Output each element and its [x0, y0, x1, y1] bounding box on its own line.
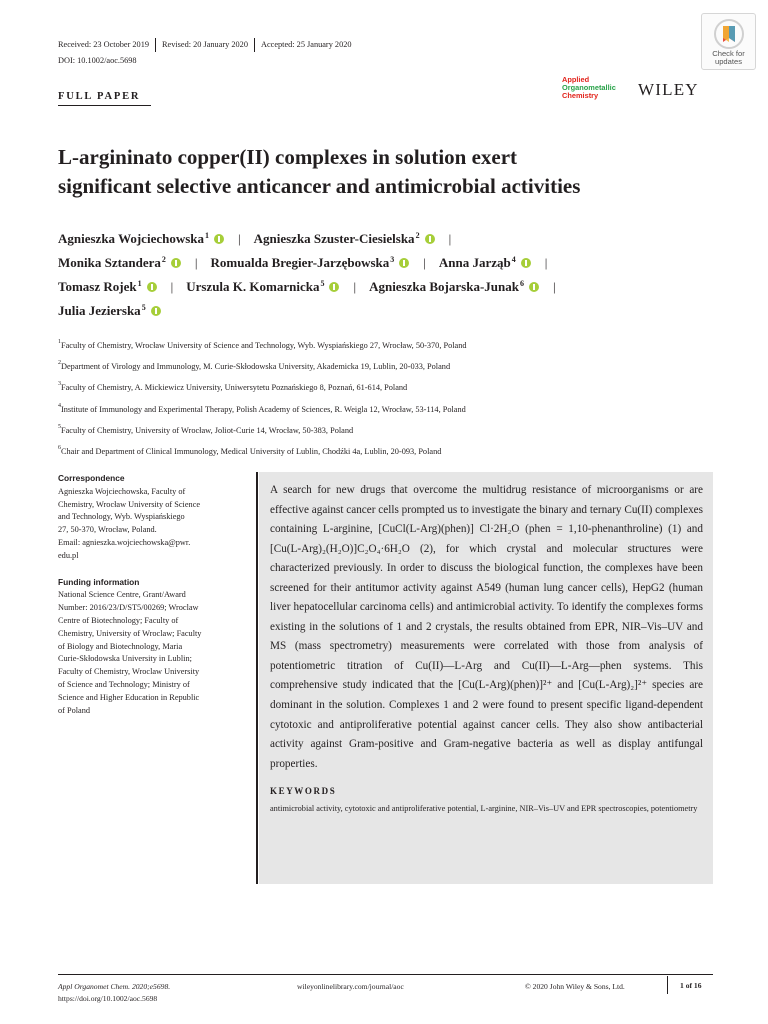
author-line — [58, 299, 708, 323]
funding-line: Curie-Skłodowska University in Lublin; — [58, 654, 192, 664]
correspondence-email[interactable]: Email: agnieszka.wojciechowska@pwr. — [58, 537, 191, 547]
author-affiliation-number: 2 — [161, 254, 166, 264]
affiliation-number: 4 — [58, 402, 61, 409]
received-date: Received: 23 October 2019 — [58, 40, 150, 49]
affiliation — [58, 419, 708, 440]
affiliation-text: Institute of Immunology and Experimental Therapy, Polish Academy of Sciences, R. Weigla 12, Wrocław, 53-114, Poland — [61, 404, 466, 414]
article-title — [58, 143, 718, 201]
keywords-text: antimicrobial activity, cytotoxic and antiproliferative potential, L-arginine, NIR–Vis–UV and EPR spectroscopies, potentiometry — [270, 804, 698, 814]
affiliation — [58, 334, 708, 355]
keywords-heading: KEYWORDS — [270, 786, 337, 797]
author-affiliation-number: 3 — [390, 254, 395, 264]
journal-logo-line-3: Chemistry — [562, 91, 599, 100]
author-affiliation-number: 2 — [415, 230, 420, 240]
affiliation-number: 6 — [58, 444, 61, 451]
author-separator: | — [552, 279, 556, 294]
badge-line-2: updates — [714, 57, 743, 66]
orcid-icon[interactable] — [329, 282, 339, 292]
affiliation-number: 3 — [58, 381, 61, 388]
funding-heading: Funding information — [58, 576, 140, 587]
article-type-label: FULL PAPER — [58, 91, 141, 102]
affiliation-text: Faculty of Chemistry, A. Mickiewicz University, Uniwersytetu Poznańskiego 8, Poznań, 61-614, Poland — [61, 383, 408, 393]
funding-line: Science and Higher Education in Republic — [58, 692, 200, 702]
journal-logo — [562, 76, 616, 100]
author-name: Romualda Bregier-Jarzębowska — [210, 255, 390, 270]
author-separator: | — [353, 279, 357, 294]
author-affiliation-number: 1 — [137, 278, 142, 288]
orcid-icon[interactable] — [151, 306, 161, 316]
correspondence-line: Agnieszka Wojciechowska, Faculty of — [58, 486, 186, 496]
affiliation-number: 5 — [58, 423, 61, 430]
correspondence-line: and Technology, Wyb. Wyspiańskiego — [58, 512, 185, 522]
page-number: 1 of 16 — [667, 976, 702, 994]
author-list — [58, 227, 708, 323]
article-sidebar — [58, 472, 248, 717]
revised-date: Revised: 20 January 2020 — [155, 38, 254, 52]
affiliation — [58, 398, 708, 419]
author-affiliation-number: 4 — [511, 254, 516, 264]
affiliation-text: Department of Virology and Immunology, M. Curie-Skłodowska University, Akademicka 19, Lublin, 20-033, Poland — [61, 361, 451, 371]
author-name: Agnieszka Wojciechowska — [58, 231, 205, 246]
author-name: Anna Jarząb — [438, 255, 511, 270]
affiliation — [58, 376, 708, 397]
author-separator: | — [194, 255, 198, 270]
article-type-rule — [58, 105, 151, 106]
journal-logo-line-2: Organometallic — [562, 83, 616, 92]
correspondence-email[interactable]: edu.pl — [58, 550, 79, 560]
author[interactable] — [58, 279, 157, 295]
orcid-icon[interactable] — [399, 258, 409, 268]
author[interactable] — [211, 255, 410, 271]
author-separator: | — [423, 255, 426, 270]
journal-url-link[interactable]: wileyonlinelibrary.com/journal/aoc — [297, 982, 404, 991]
copyright-notice: © 2020 John Wiley & Sons, Ltd. — [525, 982, 625, 991]
footer-citation — [58, 981, 170, 1005]
author-affiliation-number: 5 — [320, 278, 325, 288]
correspondence-line: 27, 50-370, Wrocław, Poland. — [58, 525, 157, 535]
author-name: Monika Sztandera — [58, 255, 161, 270]
affiliation-text: Faculty of Chemistry, University of Wrocław, Joliot-Curie 14, Wrocław, 50-383, Poland — [61, 425, 354, 435]
author-affiliation-number: 5 — [141, 302, 146, 312]
orcid-icon[interactable] — [147, 282, 157, 292]
crossmark-icon — [714, 19, 744, 49]
funding-line: Chemistry, University of Wroclaw; Faculty — [58, 628, 202, 638]
affiliation-list — [58, 334, 708, 461]
author[interactable] — [58, 303, 161, 319]
publisher-logo: WILEY — [638, 80, 699, 99]
funding-line: National Science Centre, Grant/Award — [58, 590, 186, 600]
article-dates — [58, 38, 358, 52]
affiliation — [58, 440, 708, 461]
author[interactable] — [58, 255, 181, 271]
funding-line: of Biology and Biotechnology, Maria — [58, 641, 183, 651]
orcid-icon[interactable] — [214, 234, 224, 244]
abstract-text: A search for new drugs that overcome the multidrug resistance of microorganisms or are effective against cancer cells prompted us to investigate the binary and ternary Cu(II) complexes containing L-arginine, [CuCl(L-Arg)(phen)] Cl·2H₂O (phen = 1,10-phenanthroline) (1) and [Cu(L-Arg)₂(H₂O)]C₂O₄·6H₂O (2), for which crystal and molecular structures were characterized previously. In order to discuss the biological function, the complexes have been screened for their antitumor activity against A549 (human lung cancer cells), HepG2 (human liver hepatocellular carcinoma cells) and antimicrobial activity. To identify the complexes forms existing in the solutions of 1 and 2 crystals, the results obtained from EPR, NIR–Vis–UV and MS (mass spectrometry) measurements were correlated with those from analysis of potentiometric titration of Cu(II)—L-Arg and Cu(II)—L-Arg—phen systems. This comprehensive study indicated that the [Cu(L-Arg)(phen)]²⁺ and [Cu(L-Arg)₂]²⁺ species are dominant in the solution. Complexes 1 and 2 were found to present specific ligand-dependent cytotoxic and antiproliferative potential against cancer cells. They also show antibacterial activity against Gram-positive and Gram-negative bacteria as well as display antifungal properties. — [270, 484, 703, 770]
footer-rule — [58, 974, 713, 975]
badge-line-1: Check for — [712, 49, 745, 58]
abstract-panel — [259, 472, 713, 884]
accepted-date: Accepted: 25 January 2020 — [254, 38, 358, 52]
journal-citation: Appl Organomet Chem. 2020;e5698. — [58, 982, 171, 991]
author-name: Agnieszka Bojarska-Junak — [369, 279, 519, 294]
abstract-rule — [256, 472, 258, 884]
check-for-updates-badge[interactable] — [701, 13, 756, 70]
author-line — [58, 251, 708, 275]
correspondence-block — [58, 472, 248, 563]
author-name: Agnieszka Szuster-Ciesielska — [253, 231, 415, 246]
author-separator: | — [238, 231, 241, 246]
affiliation-text: Chair and Department of Clinical Immunology, Medical University of Lublin, Chodźki 4a, Lublin, 20-093, Poland — [61, 446, 442, 456]
funding-block — [58, 576, 248, 718]
affiliation-number: 2 — [58, 360, 61, 367]
author-separator: | — [544, 255, 548, 270]
author-affiliation-number: 6 — [519, 278, 524, 288]
funding-line: of Poland — [58, 705, 91, 715]
affiliation-text: Faculty of Chemistry, Wrocław University of Science and Technology, Wyb. Wyspiańskiego 27, Wrocław, 50-370, Poland — [61, 340, 467, 350]
title-line-1: L-argininato copper(II) complexes in solution exert — [58, 145, 518, 169]
author-separator: | — [448, 231, 452, 246]
doi-link[interactable]: https://doi.org/10.1002/aoc.5698 — [58, 994, 158, 1003]
orcid-icon[interactable] — [425, 234, 435, 244]
journal-logo-line-1: Applied — [562, 75, 590, 84]
funding-line: Number: 2016/23/D/ST5/00269; Wroclaw — [58, 603, 199, 613]
orcid-icon[interactable] — [529, 282, 539, 292]
correspondence-line: Chemistry, Wrocław University of Science — [58, 499, 201, 509]
author[interactable] — [58, 231, 224, 247]
author[interactable] — [369, 279, 539, 295]
correspondence-heading: Correspondence — [58, 473, 125, 483]
author[interactable] — [439, 255, 531, 271]
author-affiliation-number: 1 — [205, 230, 210, 240]
author-name: Tomasz Rojek — [58, 279, 137, 294]
author-line — [58, 275, 708, 299]
author-name: Urszula K. Komarnicka — [186, 279, 320, 294]
author-line — [58, 227, 708, 251]
funding-line: Faculty of Chemistry, Wroclaw University — [58, 667, 200, 677]
author[interactable] — [186, 279, 339, 295]
author[interactable] — [254, 231, 435, 247]
funding-line: of Science and Technology; Ministry of — [58, 679, 190, 689]
orcid-icon[interactable] — [521, 258, 531, 268]
affiliation-number: 1 — [58, 339, 61, 345]
affiliation — [58, 355, 708, 376]
funding-line: Centre of Biotechnology; Faculty of — [58, 615, 179, 625]
author-separator: | — [170, 279, 174, 294]
title-line-2: significant selective anticancer and antimicrobial activities — [58, 174, 581, 198]
author-name: Julia Jezierska — [58, 303, 141, 318]
orcid-icon[interactable] — [171, 258, 181, 268]
doi[interactable]: DOI: 10.1002/aoc.5698 — [58, 56, 137, 65]
